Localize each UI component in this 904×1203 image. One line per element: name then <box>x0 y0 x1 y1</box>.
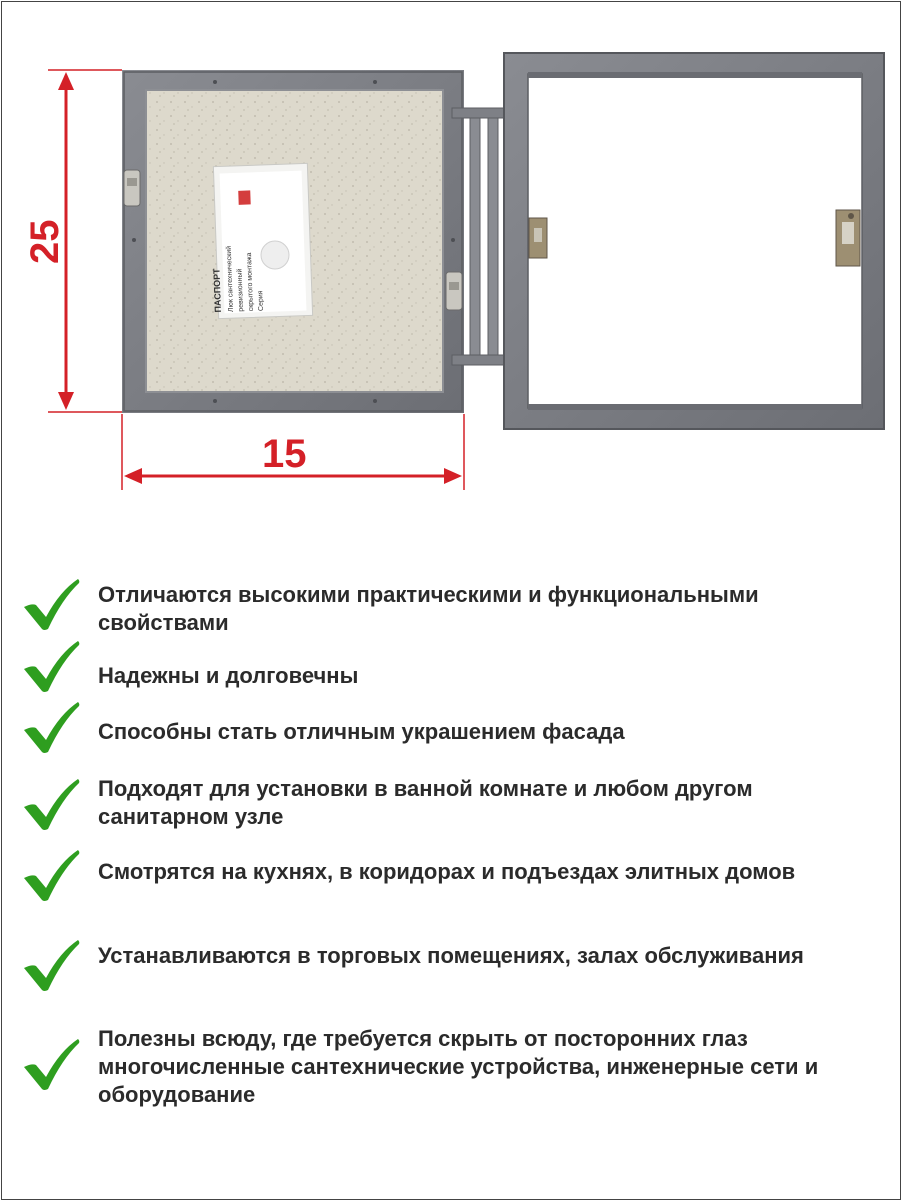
leaflet-line-1: Люк сантехнический <box>225 245 235 313</box>
check-icon <box>22 938 82 994</box>
leaflet-line-4: Серия <box>257 290 265 312</box>
instruction-leaflet <box>211 163 313 318</box>
leaflet-line-5: ПАСПОРТ <box>211 268 224 313</box>
feature-text: Смотрятся на кухнях, в коридорах и подъездах элитных домов <box>98 859 796 884</box>
leaflet-line-2: ревизионный <box>236 268 245 312</box>
hatch-product-illustration <box>0 0 904 500</box>
feature-text: Полезны всюду, где требуется скрыть от посторонних глаз многочисленные сантехнические устройства, инженерные сети и оборудование <box>98 1026 819 1107</box>
feature-text: Отличаются высокими практическими и функциональными свойствами <box>98 582 759 635</box>
leaflet-line-3: скрытого монтажа <box>245 252 255 312</box>
mounting-frame <box>503 52 885 430</box>
feature-text: Устанавливаются в торговых помещениях, залах обслуживания <box>98 943 804 968</box>
check-icon <box>22 577 82 633</box>
width-dimension-label: 15 <box>262 432 307 476</box>
check-icon <box>22 700 82 756</box>
feature-text: Способны стать отличным украшением фасада <box>98 719 625 744</box>
check-icon <box>22 848 82 904</box>
check-icon <box>22 639 82 695</box>
height-dimension <box>23 70 122 412</box>
feature-text: Подходят для установки в ванной комнате и любом другом санитарном узле <box>98 776 753 829</box>
check-icon <box>22 777 82 833</box>
height-dimension-label: 25 <box>23 219 67 264</box>
feature-text: Надежны и долговечны <box>98 663 359 688</box>
width-dimension <box>122 414 464 490</box>
check-icon <box>22 1037 82 1093</box>
